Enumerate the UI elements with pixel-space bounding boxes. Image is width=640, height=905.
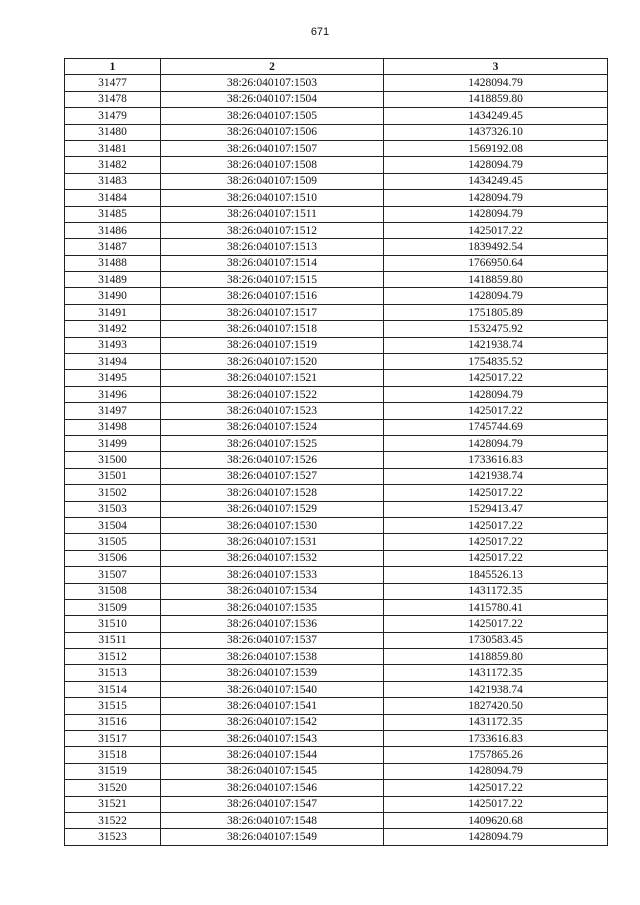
table-row: [65, 173, 608, 189]
value-cell: 1730583.45: [384, 632, 608, 648]
cadastral-number-cell: 38:26:040107:1529: [161, 501, 384, 517]
row-number-cell: 31489: [65, 272, 161, 288]
table-row: [65, 272, 608, 288]
cadastral-number-cell: 38:26:040107:1533: [161, 567, 384, 583]
row-number-cell: 31487: [65, 239, 161, 255]
cadastral-number-cell: 38:26:040107:1517: [161, 304, 384, 320]
value-cell: 1425017.22: [384, 222, 608, 238]
cadastral-number-cell: 38:26:040107:1543: [161, 731, 384, 747]
table-row: [65, 370, 608, 386]
table-row: [65, 304, 608, 320]
cadastral-number-cell: 38:26:040107:1535: [161, 599, 384, 615]
cadastral-number-cell: 38:26:040107:1523: [161, 403, 384, 419]
row-number-cell: 31491: [65, 304, 161, 320]
cadastral-number-cell: 38:26:040107:1528: [161, 485, 384, 501]
table-row: [65, 403, 608, 419]
cadastral-number-cell: 38:26:040107:1547: [161, 796, 384, 812]
value-cell: 1428094.79: [384, 288, 608, 304]
cadastral-number-cell: 38:26:040107:1512: [161, 222, 384, 238]
table-row: [65, 239, 608, 255]
cadastral-number-cell: 38:26:040107:1527: [161, 468, 384, 484]
table-row: [65, 386, 608, 402]
table-row: [65, 812, 608, 828]
value-cell: 1425017.22: [384, 796, 608, 812]
value-cell: 1425017.22: [384, 403, 608, 419]
value-cell: 1428094.79: [384, 435, 608, 451]
row-number-cell: 31507: [65, 567, 161, 583]
cadastral-number-cell: 38:26:040107:1536: [161, 616, 384, 632]
value-cell: 1532475.92: [384, 321, 608, 337]
value-cell: 1754835.52: [384, 354, 608, 370]
row-number-cell: 31499: [65, 435, 161, 451]
row-number-cell: 31520: [65, 780, 161, 796]
row-number-cell: 31514: [65, 681, 161, 697]
row-number-cell: 31493: [65, 337, 161, 353]
row-number-cell: 31495: [65, 370, 161, 386]
table-row: [65, 534, 608, 550]
row-number-cell: 31516: [65, 714, 161, 730]
value-cell: 1431172.35: [384, 714, 608, 730]
value-cell: 1751805.89: [384, 304, 608, 320]
row-number-cell: 31492: [65, 321, 161, 337]
row-number-cell: 31521: [65, 796, 161, 812]
cadastral-number-cell: 38:26:040107:1520: [161, 354, 384, 370]
value-cell: 1425017.22: [384, 616, 608, 632]
value-cell: 1529413.47: [384, 501, 608, 517]
row-number-cell: 31486: [65, 222, 161, 238]
table-row: [65, 354, 608, 370]
cadastral-number-cell: 38:26:040107:1544: [161, 747, 384, 763]
value-cell: 1428094.79: [384, 763, 608, 779]
row-number-cell: 31498: [65, 419, 161, 435]
cadastral-number-cell: 38:26:040107:1514: [161, 255, 384, 271]
table-row: [65, 616, 608, 632]
cadastral-number-cell: 38:26:040107:1508: [161, 157, 384, 173]
table-row: [65, 140, 608, 156]
table-row: [65, 829, 608, 845]
row-number-cell: 31478: [65, 91, 161, 107]
value-cell: 1409620.68: [384, 812, 608, 828]
value-cell: 1418859.80: [384, 649, 608, 665]
table-row: [65, 665, 608, 681]
table-row: [65, 567, 608, 583]
table-body: [65, 75, 608, 845]
column-header-1: 1: [65, 59, 161, 75]
table-row: [65, 747, 608, 763]
table-row: [65, 419, 608, 435]
row-number-cell: 31477: [65, 75, 161, 91]
table-row: [65, 550, 608, 566]
value-cell: 1418859.80: [384, 91, 608, 107]
value-cell: 1827420.50: [384, 698, 608, 714]
table-row: [65, 780, 608, 796]
row-number-cell: 31519: [65, 763, 161, 779]
row-number-cell: 31502: [65, 485, 161, 501]
row-number-cell: 31501: [65, 468, 161, 484]
row-number-cell: 31481: [65, 140, 161, 156]
cadastral-number-cell: 38:26:040107:1506: [161, 124, 384, 140]
row-number-cell: 31503: [65, 501, 161, 517]
table-row: [65, 649, 608, 665]
cadastral-number-cell: 38:26:040107:1513: [161, 239, 384, 255]
data-table: [64, 58, 608, 846]
value-cell: 1733616.83: [384, 731, 608, 747]
row-number-cell: 31509: [65, 599, 161, 615]
value-cell: 1766950.64: [384, 255, 608, 271]
row-number-cell: 31494: [65, 354, 161, 370]
value-cell: 1839492.54: [384, 239, 608, 255]
row-number-cell: 31504: [65, 517, 161, 533]
cadastral-number-cell: 38:26:040107:1545: [161, 763, 384, 779]
value-cell: 1425017.22: [384, 517, 608, 533]
value-cell: 1434249.45: [384, 108, 608, 124]
table-row: [65, 485, 608, 501]
value-cell: 1757865.26: [384, 747, 608, 763]
row-number-cell: 31480: [65, 124, 161, 140]
value-cell: 1437326.10: [384, 124, 608, 140]
table-row: [65, 206, 608, 222]
cadastral-number-cell: 38:26:040107:1539: [161, 665, 384, 681]
row-number-cell: 31483: [65, 173, 161, 189]
value-cell: 1745744.69: [384, 419, 608, 435]
row-number-cell: 31518: [65, 747, 161, 763]
row-number-cell: 31510: [65, 616, 161, 632]
table-row: [65, 517, 608, 533]
cadastral-number-cell: 38:26:040107:1504: [161, 91, 384, 107]
row-number-cell: 31500: [65, 452, 161, 468]
cadastral-number-cell: 38:26:040107:1531: [161, 534, 384, 550]
value-cell: 1415780.41: [384, 599, 608, 615]
value-cell: 1569192.08: [384, 140, 608, 156]
cadastral-number-cell: 38:26:040107:1546: [161, 780, 384, 796]
cadastral-number-cell: 38:26:040107:1518: [161, 321, 384, 337]
cadastral-number-cell: 38:26:040107:1519: [161, 337, 384, 353]
row-number-cell: 31484: [65, 190, 161, 206]
table-row: [65, 108, 608, 124]
header-row: [65, 59, 608, 75]
value-cell: 1431172.35: [384, 583, 608, 599]
table-header: [65, 59, 608, 75]
value-cell: 1421938.74: [384, 468, 608, 484]
table-row: [65, 632, 608, 648]
table-row: [65, 157, 608, 173]
cadastral-number-cell: 38:26:040107:1537: [161, 632, 384, 648]
table-row: [65, 796, 608, 812]
row-number-cell: 31506: [65, 550, 161, 566]
row-number-cell: 31488: [65, 255, 161, 271]
row-number-cell: 31512: [65, 649, 161, 665]
table-row: [65, 337, 608, 353]
table-row: [65, 681, 608, 697]
row-number-cell: 31479: [65, 108, 161, 124]
table-row: [65, 124, 608, 140]
table-row: [65, 763, 608, 779]
value-cell: 1733616.83: [384, 452, 608, 468]
value-cell: 1428094.79: [384, 190, 608, 206]
table-row: [65, 75, 608, 91]
value-cell: 1434249.45: [384, 173, 608, 189]
cadastral-number-cell: 38:26:040107:1515: [161, 272, 384, 288]
value-cell: 1425017.22: [384, 550, 608, 566]
row-number-cell: 31513: [65, 665, 161, 681]
row-number-cell: 31517: [65, 731, 161, 747]
cadastral-number-cell: 38:26:040107:1503: [161, 75, 384, 91]
row-number-cell: 31497: [65, 403, 161, 419]
value-cell: 1428094.79: [384, 829, 608, 845]
cadastral-number-cell: 38:26:040107:1538: [161, 649, 384, 665]
cadastral-number-cell: 38:26:040107:1541: [161, 698, 384, 714]
cadastral-number-cell: 38:26:040107:1540: [161, 681, 384, 697]
table-row: [65, 255, 608, 271]
row-number-cell: 31496: [65, 386, 161, 402]
cadastral-number-cell: 38:26:040107:1525: [161, 435, 384, 451]
value-cell: 1428094.79: [384, 386, 608, 402]
row-number-cell: 31490: [65, 288, 161, 304]
cadastral-number-cell: 38:26:040107:1516: [161, 288, 384, 304]
table-row: [65, 452, 608, 468]
table-row: [65, 583, 608, 599]
cadastral-number-cell: 38:26:040107:1522: [161, 386, 384, 402]
value-cell: 1431172.35: [384, 665, 608, 681]
row-number-cell: 31508: [65, 583, 161, 599]
cadastral-number-cell: 38:26:040107:1510: [161, 190, 384, 206]
cadastral-number-cell: 38:26:040107:1548: [161, 812, 384, 828]
table-row: [65, 698, 608, 714]
value-cell: 1425017.22: [384, 780, 608, 796]
value-cell: 1428094.79: [384, 75, 608, 91]
table-row: [65, 599, 608, 615]
table-row: [65, 731, 608, 747]
row-number-cell: 31515: [65, 698, 161, 714]
table-row: [65, 321, 608, 337]
row-number-cell: 31485: [65, 206, 161, 222]
column-header-3: 3: [384, 59, 608, 75]
table-row: [65, 222, 608, 238]
row-number-cell: 31523: [65, 829, 161, 845]
table-row: [65, 501, 608, 517]
value-cell: 1418859.80: [384, 272, 608, 288]
row-number-cell: 31522: [65, 812, 161, 828]
row-number-cell: 31505: [65, 534, 161, 550]
table-row: [65, 190, 608, 206]
cadastral-number-cell: 38:26:040107:1530: [161, 517, 384, 533]
value-cell: 1421938.74: [384, 681, 608, 697]
value-cell: 1428094.79: [384, 206, 608, 222]
cadastral-number-cell: 38:26:040107:1505: [161, 108, 384, 124]
value-cell: 1845526.13: [384, 567, 608, 583]
table-row: [65, 435, 608, 451]
cadastral-number-cell: 38:26:040107:1521: [161, 370, 384, 386]
column-header-2: 2: [161, 59, 384, 75]
value-cell: 1421938.74: [384, 337, 608, 353]
table-row: [65, 714, 608, 730]
value-cell: 1425017.22: [384, 485, 608, 501]
cadastral-number-cell: 38:26:040107:1526: [161, 452, 384, 468]
cadastral-number-cell: 38:26:040107:1532: [161, 550, 384, 566]
cadastral-number-cell: 38:26:040107:1534: [161, 583, 384, 599]
value-cell: 1428094.79: [384, 157, 608, 173]
cadastral-number-cell: 38:26:040107:1542: [161, 714, 384, 730]
cadastral-number-cell: 38:26:040107:1524: [161, 419, 384, 435]
page-number: 671: [310, 26, 330, 38]
cadastral-number-cell: 38:26:040107:1511: [161, 206, 384, 222]
cadastral-number-cell: 38:26:040107:1509: [161, 173, 384, 189]
table-row: [65, 91, 608, 107]
row-number-cell: 31482: [65, 157, 161, 173]
cadastral-number-cell: 38:26:040107:1549: [161, 829, 384, 845]
cadastral-number-cell: 38:26:040107:1507: [161, 140, 384, 156]
table-row: [65, 288, 608, 304]
table-row: [65, 468, 608, 484]
value-cell: 1425017.22: [384, 370, 608, 386]
value-cell: 1425017.22: [384, 534, 608, 550]
row-number-cell: 31511: [65, 632, 161, 648]
